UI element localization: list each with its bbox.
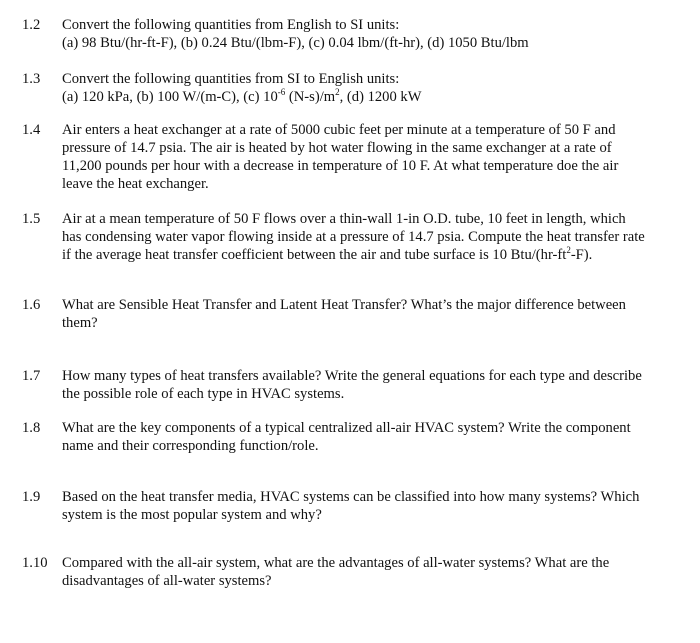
problem-line-part: , (d) 1200 kW xyxy=(339,89,422,105)
problem-text xyxy=(62,121,686,193)
problem-text xyxy=(62,16,686,52)
problem-line-part: if the average heat transfer coefficient between the air and tube surface is 10 Btu/(hr-ft xyxy=(62,247,567,263)
exponent: -6 xyxy=(277,87,286,98)
problem-text xyxy=(62,554,686,590)
problem-number: 1.2 xyxy=(22,17,41,33)
problem-number: 1.10 xyxy=(22,555,48,571)
problem-line-part: (N-s)/m xyxy=(285,89,336,105)
problem-line: What are Sensible Heat Transfer and Latent Heat Transfer? What’s the major difference between xyxy=(62,297,626,313)
problem-line: Convert the following quantities from SI to English units: xyxy=(62,71,400,87)
problem-text xyxy=(62,419,686,455)
problem-line: Convert the following quantities from English to SI units: xyxy=(62,17,400,33)
problem-line: system is the most popular system and why? xyxy=(62,507,322,523)
exponent: 2 xyxy=(566,245,571,256)
problem-line: name and their corresponding function/role. xyxy=(62,438,319,454)
problem-1-5 xyxy=(22,210,686,264)
problem-line: Compared with the all-air system, what are the advantages of all-water systems? What are the xyxy=(62,555,610,571)
problem-line xyxy=(62,88,686,106)
problem-line: them? xyxy=(62,315,98,331)
problem-line: Based on the heat transfer media, HVAC systems can be classified into how many systems? Which xyxy=(62,489,640,505)
problem-line: leave the heat exchanger. xyxy=(62,176,209,192)
problem-number: 1.8 xyxy=(22,420,41,436)
problem-line xyxy=(62,246,686,264)
problem-text xyxy=(62,367,686,403)
problem-line: pressure of 14.7 psia. The air is heated by hot water flowing in the same exchanger at a rate of xyxy=(62,140,612,156)
problem-number: 1.6 xyxy=(22,297,41,313)
problem-text xyxy=(62,70,686,106)
problem-number: 1.5 xyxy=(22,211,41,227)
problem-1-10 xyxy=(22,554,686,590)
problem-line-part: -F). xyxy=(570,247,593,263)
problem-number: 1.3 xyxy=(22,71,41,87)
problem-line: Air at a mean temperature of 50 F flows over a thin-wall 1-in O.D. tube, 10 feet in length, which xyxy=(62,211,626,227)
problem-1-9 xyxy=(22,488,686,524)
problem-1-3 xyxy=(22,70,686,106)
problem-1-2 xyxy=(22,16,686,52)
problem-1-8 xyxy=(22,419,686,455)
problem-number: 1.4 xyxy=(22,122,41,138)
problem-line: (a) 98 Btu/(hr-ft-F), (b) 0.24 Btu/(lbm-F), (c) 0.04 lbm/(ft-hr), (d) 1050 Btu/lbm xyxy=(62,35,529,51)
problem-1-4 xyxy=(22,121,686,193)
problem-1-6 xyxy=(22,296,686,332)
problem-line: has condensing water vapor flowing inside at a pressure of 14.7 psia. Compute the heat transfer rate xyxy=(62,229,645,245)
problem-1-7 xyxy=(22,367,686,403)
problem-number: 1.7 xyxy=(22,368,41,384)
problem-line: disadvantages of all-water systems? xyxy=(62,573,272,589)
problem-number: 1.9 xyxy=(22,489,41,505)
problem-text xyxy=(62,296,686,332)
problem-line: How many types of heat transfers available? Write the general equations for each type and describe xyxy=(62,368,642,384)
problem-line-part: (a) 120 kPa, (b) 100 W/(m-C), (c) 10 xyxy=(62,89,278,105)
problem-text xyxy=(62,210,686,264)
problem-line: the possible role of each type in HVAC systems. xyxy=(62,386,345,402)
problem-line: 11,200 pounds per hour with a decrease in temperature of 10 F. At what temperature doe the air xyxy=(62,158,619,174)
problem-line: Air enters a heat exchanger at a rate of 5000 cubic feet per minute at a temperature of 50 F and xyxy=(62,122,616,138)
problem-text xyxy=(62,488,686,524)
exponent: 2 xyxy=(335,87,340,98)
problem-line: What are the key components of a typical centralized all-air HVAC system? Write the component xyxy=(62,420,631,436)
